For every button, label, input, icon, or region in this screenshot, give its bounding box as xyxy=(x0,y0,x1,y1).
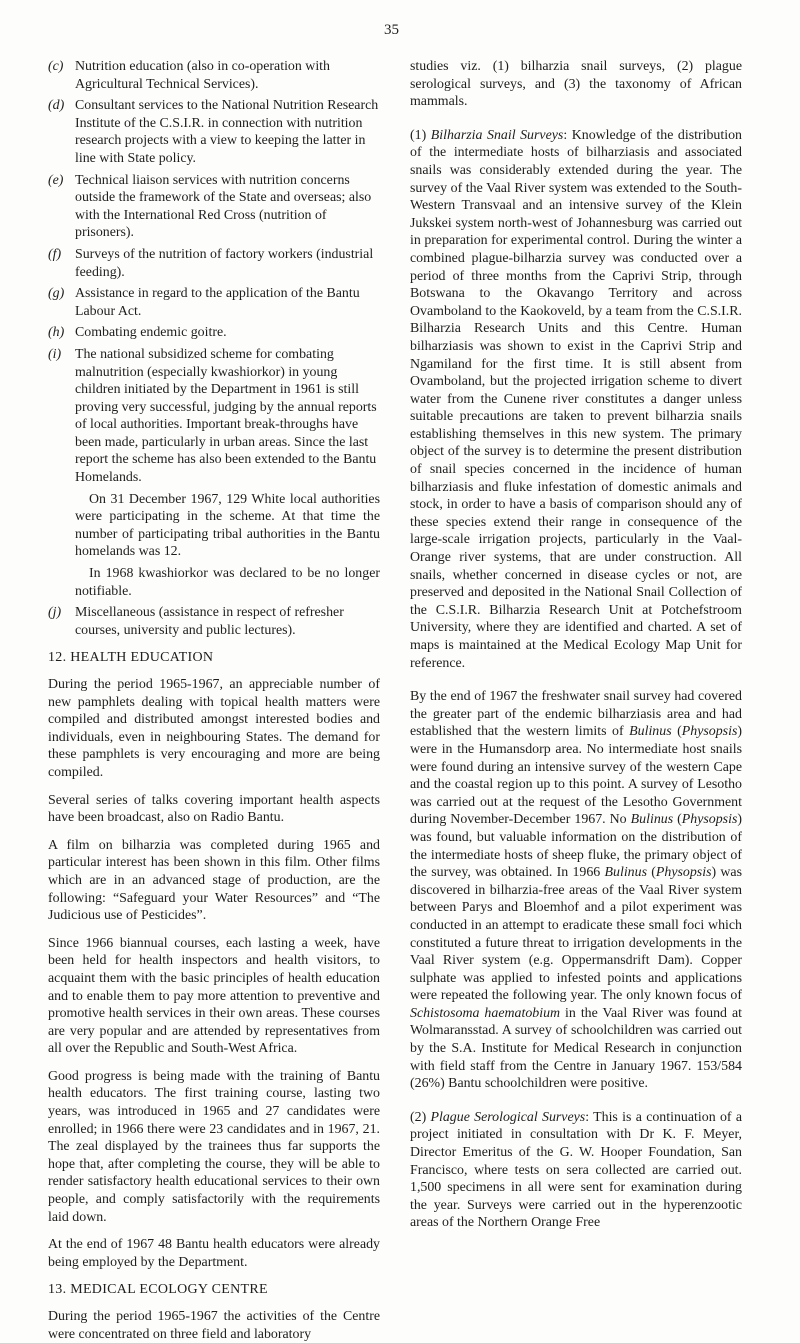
paragraph-number: (2) xyxy=(410,1109,427,1125)
text-run: ) was found, but valuable information on the distribution of the intermediate hosts of sheep fluke, the primary object of the survey, was obtained. In 1966 xyxy=(410,812,742,881)
italic-run: Physopsis xyxy=(681,812,738,828)
item-label: (e) xyxy=(48,172,64,188)
section-heading: 13. MEDICAL ECOLOGY CENTRE xyxy=(48,1282,268,1298)
item-label: (c) xyxy=(48,59,64,74)
text-run: By the end of 1967 the freshwater snail survey had covered the greater part of the endemic bilharziasis area and had established that the western limits of xyxy=(410,689,742,740)
paragraph-title: Plague Serological Surveys xyxy=(430,1109,586,1125)
paragraph: At the end of 1967 48 Bantu health educators were already being employed by the Department. xyxy=(48,1237,380,1270)
section-heading: 12. HEALTH EDUCATION xyxy=(48,650,214,666)
paragraph-text: Knowledge of the distribution of the intermediate hosts of bilharziasis and associated snails was considerably extended during the year. The survey of the Vaal River system was extended to the South-Western Transvaal and an intensive survey of the Klein Jukskei system north-west of Johannesburg was carried out in preparation for experimental control. During the winter a combined plague-bilharzia survey was conducted over a period of three months from the Caprivi Strip, through Botswana to the Okavango Territory and across Ovamboland to the Kaokoveld, by a team from the C.S.I.R. Bilharzia Research Units and this Centre. Human bilharziasis was shown to exist in the Caprivi Strip and Ngamiland for the first time. It is still absent from Ovamboland, but the projected irrigation scheme to divert water from the Cunene river constitutes a danger unless suitable precautions are taken to prevent bilharzia snails establishing themselves in this new system. The primary object of the survey is to determine the present distribution of snail species concerned in the incidence of human bilharziasis and fluke infestation of domestic animals and stock, in order to have a basis of comparison should any of these species extend their range in consequence of the large-scale irrigation projects, particularly in the Vaal-Orange river systems, that are under construction. All snails, whether concerned in disease cycles or not, are preserved and deposited in the National Snail Collection of the C.S.I.R. Bilharzia Research Unit at Potchefstroom University, where they are identified and charted. A set of maps is maintained at the Medical Ecology Map Unit for reference. xyxy=(410,127,742,671)
paragraph: A film on bilharzia was completed during 1965 and particular interest has been shown in this film. Other films which are in an advanced stage of production, are the following: “Safeguard your Water Resources” and “The Judicious use of Pesticides”. xyxy=(48,837,380,924)
paragraph-snail-survey-results xyxy=(410,688,742,1093)
item-text: Surveys of the nutrition of factory workers (industrial feeding). xyxy=(75,246,374,280)
item-label: (j) xyxy=(48,605,62,621)
list-item xyxy=(48,324,380,342)
paragraph: During the period 1965-1967, an appreciable number of new pamphlets dealing with topical health matters were compiled and distributed amongst interested bodies and individuals, even in neighbouring States. The demand for these pamphlets is very encouraging and more are being compiled. xyxy=(48,677,380,780)
right-column xyxy=(410,58,742,1242)
item-text: Miscellaneous (assistance in respect of refresher courses, university and public lectures). xyxy=(75,605,344,638)
item-label: (d) xyxy=(48,98,65,114)
item-text: Technical liaison services with nutrition concerns outside the framework of the State and overseas; also with the International Red Cross (nutrition of prisoners). xyxy=(75,172,372,241)
text-run: ) was discovered in bilharzia-free areas of the Vaal River system between Parys and Bloemhof and a pilot experiment was conducted in an attempt to eradicate these small foci which constituted a future threat to irrigation developments in the Vaal River system (e.g. Oppermansdrift Dam). Copper sulphate was applied to infested points and applications were repeated the following year. The only known focus of xyxy=(410,865,742,1004)
list-item xyxy=(48,172,380,242)
text-run: ( xyxy=(646,865,656,881)
text-run: in the Vaal River was found at Wolmaransstad. A survey of schoolchildren was carried out by the S.A. Institute for Medical Research in conjunction with field staff from the Centre in January 1967. 153/584 (26%) Bantu schoolchildren were positive. xyxy=(410,1005,742,1092)
list-item xyxy=(48,246,380,281)
italic-run: Physopsis xyxy=(655,865,712,881)
paragraph: Good progress is being made with the training of Bantu health educators. The first training course, lasting two years, was introduced in 1965 and 27 candidates were enrolled; in 1966 there were 23 candidates and in 1967, 21. The zeal displayed by the trainees thus far supports the hope that, after completing the course, they will be able to render satisfactory health educational services to their own people, and comply satisfactorily with the requirements laid down. xyxy=(48,1068,380,1225)
italic-run: Bulinus xyxy=(604,865,647,881)
list-item xyxy=(48,97,380,167)
italic-run: Bulinus xyxy=(629,724,672,740)
list-item xyxy=(48,346,380,487)
paragraph: Since 1966 biannual courses, each lasting a week, have been held for health inspectors and health visitors, to acquaint them with the basic principles of health education and to enable them to pay more attention to preventive and promotive health services in their own areas. These courses are very popular and are attended by representatives from all over the Republic and South-West Africa. xyxy=(48,935,380,1057)
paragraph-plague-serological-surveys xyxy=(410,1109,742,1232)
item-text: The national subsidized scheme for combating malnutrition (especially kwashiorkor) in young children initiated by the Department in 1961 is still proving very successful, judging by the annual reports of local authorities. Important break-throughs have been made, particularly in urban areas. Since the last report the scheme has also been extended to the Bantu Homelands. xyxy=(75,346,377,486)
italic-run: Bulinus xyxy=(630,812,674,828)
item-label: (h) xyxy=(48,325,65,341)
paragraph-bilharzia-snail-surveys xyxy=(410,127,742,672)
paragraph-colon: : xyxy=(585,1109,590,1125)
item-text: Nutrition education (also in co-operation with Agricultural Technical Services). xyxy=(75,59,330,92)
list-item xyxy=(48,604,380,639)
paragraph-colon: : xyxy=(563,127,568,143)
text-run: ) were in the Humansdorp area. No intermediate host snails were found during an intensive survey of the western Cape and the coastal region up to this point. A survey of Lesotho was carried out at the request of the Lesotho Government during November-December 1967. No xyxy=(410,724,742,828)
paragraph-text: This is a continuation of a project initiated in consultation with Dr K. F. Meyer, Director Emeritus of the G. W. Hooper Foundation, San Francisco, where tests on sera collected are carried out. 1,500 specimens in all were sent for examination during the year. Surveys were carried out in the hyperenzootic areas of the Northern Orange Free xyxy=(410,1109,742,1231)
paragraph: Several series of talks covering important health aspects have been broadcast, also on Radio Bantu. xyxy=(48,792,380,826)
item-label: (g) xyxy=(48,286,65,302)
italic-run: Schistosoma haematobium xyxy=(410,1005,561,1021)
item-label: (i) xyxy=(48,346,62,362)
paragraph-number: (1) xyxy=(410,127,427,143)
item-text: Assistance in regard to the application of the Bantu Labour Act. xyxy=(75,286,360,319)
item-text: Consultant services to the National Nutrition Research Institute of the C.S.I.R. in connection with nutrition research projects with a view to keeping the latter in line with State policy. xyxy=(75,98,379,166)
paragraph: studies viz. (1) bilharzia snail surveys, (2) plague serological surveys, and (3) the taxonomy of African mammals. xyxy=(410,59,742,110)
page-number: 35 xyxy=(384,22,399,38)
item-label: (f) xyxy=(48,246,62,262)
text-run: ( xyxy=(671,724,682,740)
italic-run: Physopsis xyxy=(681,724,738,740)
list-item xyxy=(48,285,380,320)
text-run: ( xyxy=(673,812,682,828)
paragraph: During the period 1965-1967 the activities of the Centre were concentrated on three field and laboratory xyxy=(48,1309,380,1342)
paragraph-title: Bilharzia Snail Surveys xyxy=(430,127,564,143)
left-column xyxy=(48,58,380,1343)
item-sub-paragraph: On 31 December 1967, 129 White local authorities were participating in the scheme. At that time the number of participating tribal authorities in the Bantu homelands was 12. xyxy=(75,491,380,560)
item-text: Combating endemic goitre. xyxy=(75,325,227,341)
item-sub-paragraph: In 1968 kwashiorkor was declared to be no longer notifiable. xyxy=(75,566,380,599)
list-item xyxy=(48,58,380,93)
